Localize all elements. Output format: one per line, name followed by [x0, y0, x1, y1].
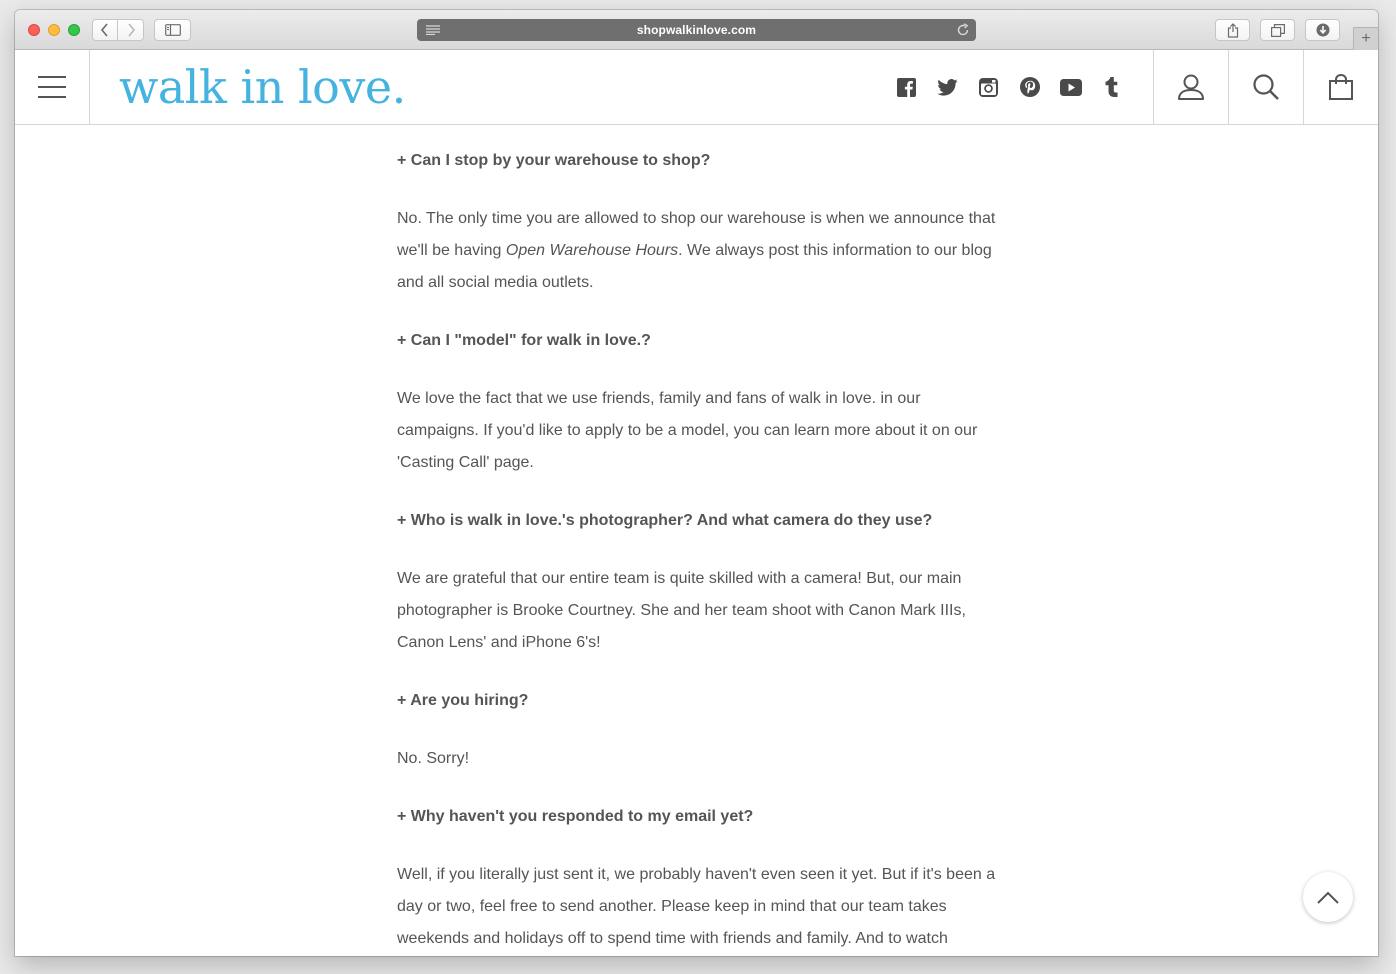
- faq-answer: [397, 203, 997, 299]
- show-tabs-button[interactable]: [1260, 19, 1295, 41]
- downloads-button[interactable]: [1305, 19, 1340, 41]
- sidebar-icon: [165, 24, 181, 36]
- faq-content: [397, 125, 997, 955]
- faq-question[interactable]: + Can I "model" for walk in love.?: [397, 332, 651, 349]
- social-links: [895, 50, 1123, 124]
- account-button[interactable]: [1153, 50, 1228, 124]
- reload-icon[interactable]: [956, 23, 970, 37]
- url-text: shopwalkinlove.com: [636, 23, 757, 37]
- instagram-icon[interactable]: [977, 76, 1000, 99]
- faq-answer: Well, if you literally just sent it, we probably haven't even seen it yet. But if it's been a day or two, feel free to send another. Please keep in mind that our team takes weekends and holidays off to spend time with friends and family. And to watch: [397, 866, 996, 947]
- new-tab-button[interactable]: [1353, 27, 1378, 50]
- faq-answer: We are grateful that our entire team is quite skilled with a camera! But, our main photographer is Brooke Courtney. She and her team shoot with Canon Mark IIIs, Canon Lens' and iPhone 6's!: [397, 570, 966, 651]
- tumblr-icon[interactable]: [1100, 76, 1123, 99]
- faq-answer-text: No. The only time you are allowed to shop our warehouse is when we announce that we'll be having: [397, 210, 996, 259]
- tabs-overview-icon: [1271, 24, 1285, 37]
- chevron-right-icon: [126, 23, 136, 37]
- menu-button[interactable]: [15, 50, 90, 124]
- chevron-up-icon: [1317, 891, 1339, 904]
- cart-button[interactable]: [1303, 50, 1378, 124]
- close-window-button[interactable]: [28, 24, 40, 36]
- browser-window: [15, 10, 1378, 956]
- site-logo[interactable]: walk in love.: [119, 60, 406, 114]
- shopping-bag-icon: [1329, 74, 1353, 100]
- facebook-icon[interactable]: [895, 76, 918, 99]
- pinterest-icon[interactable]: [1018, 76, 1041, 99]
- faq-answer: No. Sorry!: [397, 750, 470, 767]
- back-button[interactable]: [92, 19, 118, 41]
- faq-question[interactable]: + Are you hiring?: [397, 692, 529, 709]
- site-header: [15, 50, 1378, 125]
- faq-question[interactable]: + Why haven't you responded to my email yet?: [397, 808, 754, 825]
- forward-button[interactable]: [118, 19, 144, 41]
- youtube-icon[interactable]: [1059, 76, 1082, 99]
- share-button[interactable]: [1215, 19, 1250, 41]
- browser-toolbar: [15, 10, 1378, 50]
- faq-answer-emphasis: Open Warehouse Hours: [505, 242, 679, 259]
- search-icon: [1253, 74, 1279, 100]
- address-bar[interactable]: [417, 19, 976, 41]
- faq-question[interactable]: + Can I stop by your warehouse to shop?: [397, 152, 711, 169]
- faq-answer-text: . We always post this information to our blog and all social media outlets.: [397, 242, 992, 291]
- plus-icon: +: [1361, 30, 1371, 47]
- user-icon: [1178, 74, 1204, 100]
- faq-answer: We love the fact that we use friends, family and fans of walk in love. in our campaigns. If you'd like to apply to be a model, you can learn more about it on our 'Casting Call' page.: [397, 390, 978, 471]
- chevron-left-icon: [100, 23, 110, 37]
- scroll-to-top-button[interactable]: [1303, 872, 1353, 922]
- reader-icon[interactable]: [426, 25, 440, 35]
- search-button[interactable]: [1228, 50, 1303, 124]
- download-icon: [1316, 23, 1330, 37]
- minimize-window-button[interactable]: [48, 24, 60, 36]
- hamburger-icon: [38, 76, 66, 98]
- zoom-window-button[interactable]: [68, 24, 80, 36]
- sidebar-toggle-button[interactable]: [154, 19, 191, 41]
- faq-question[interactable]: + Who is walk in love.'s photographer? And what camera do they use?: [397, 512, 933, 529]
- share-icon: [1227, 23, 1239, 38]
- twitter-icon[interactable]: [936, 76, 959, 99]
